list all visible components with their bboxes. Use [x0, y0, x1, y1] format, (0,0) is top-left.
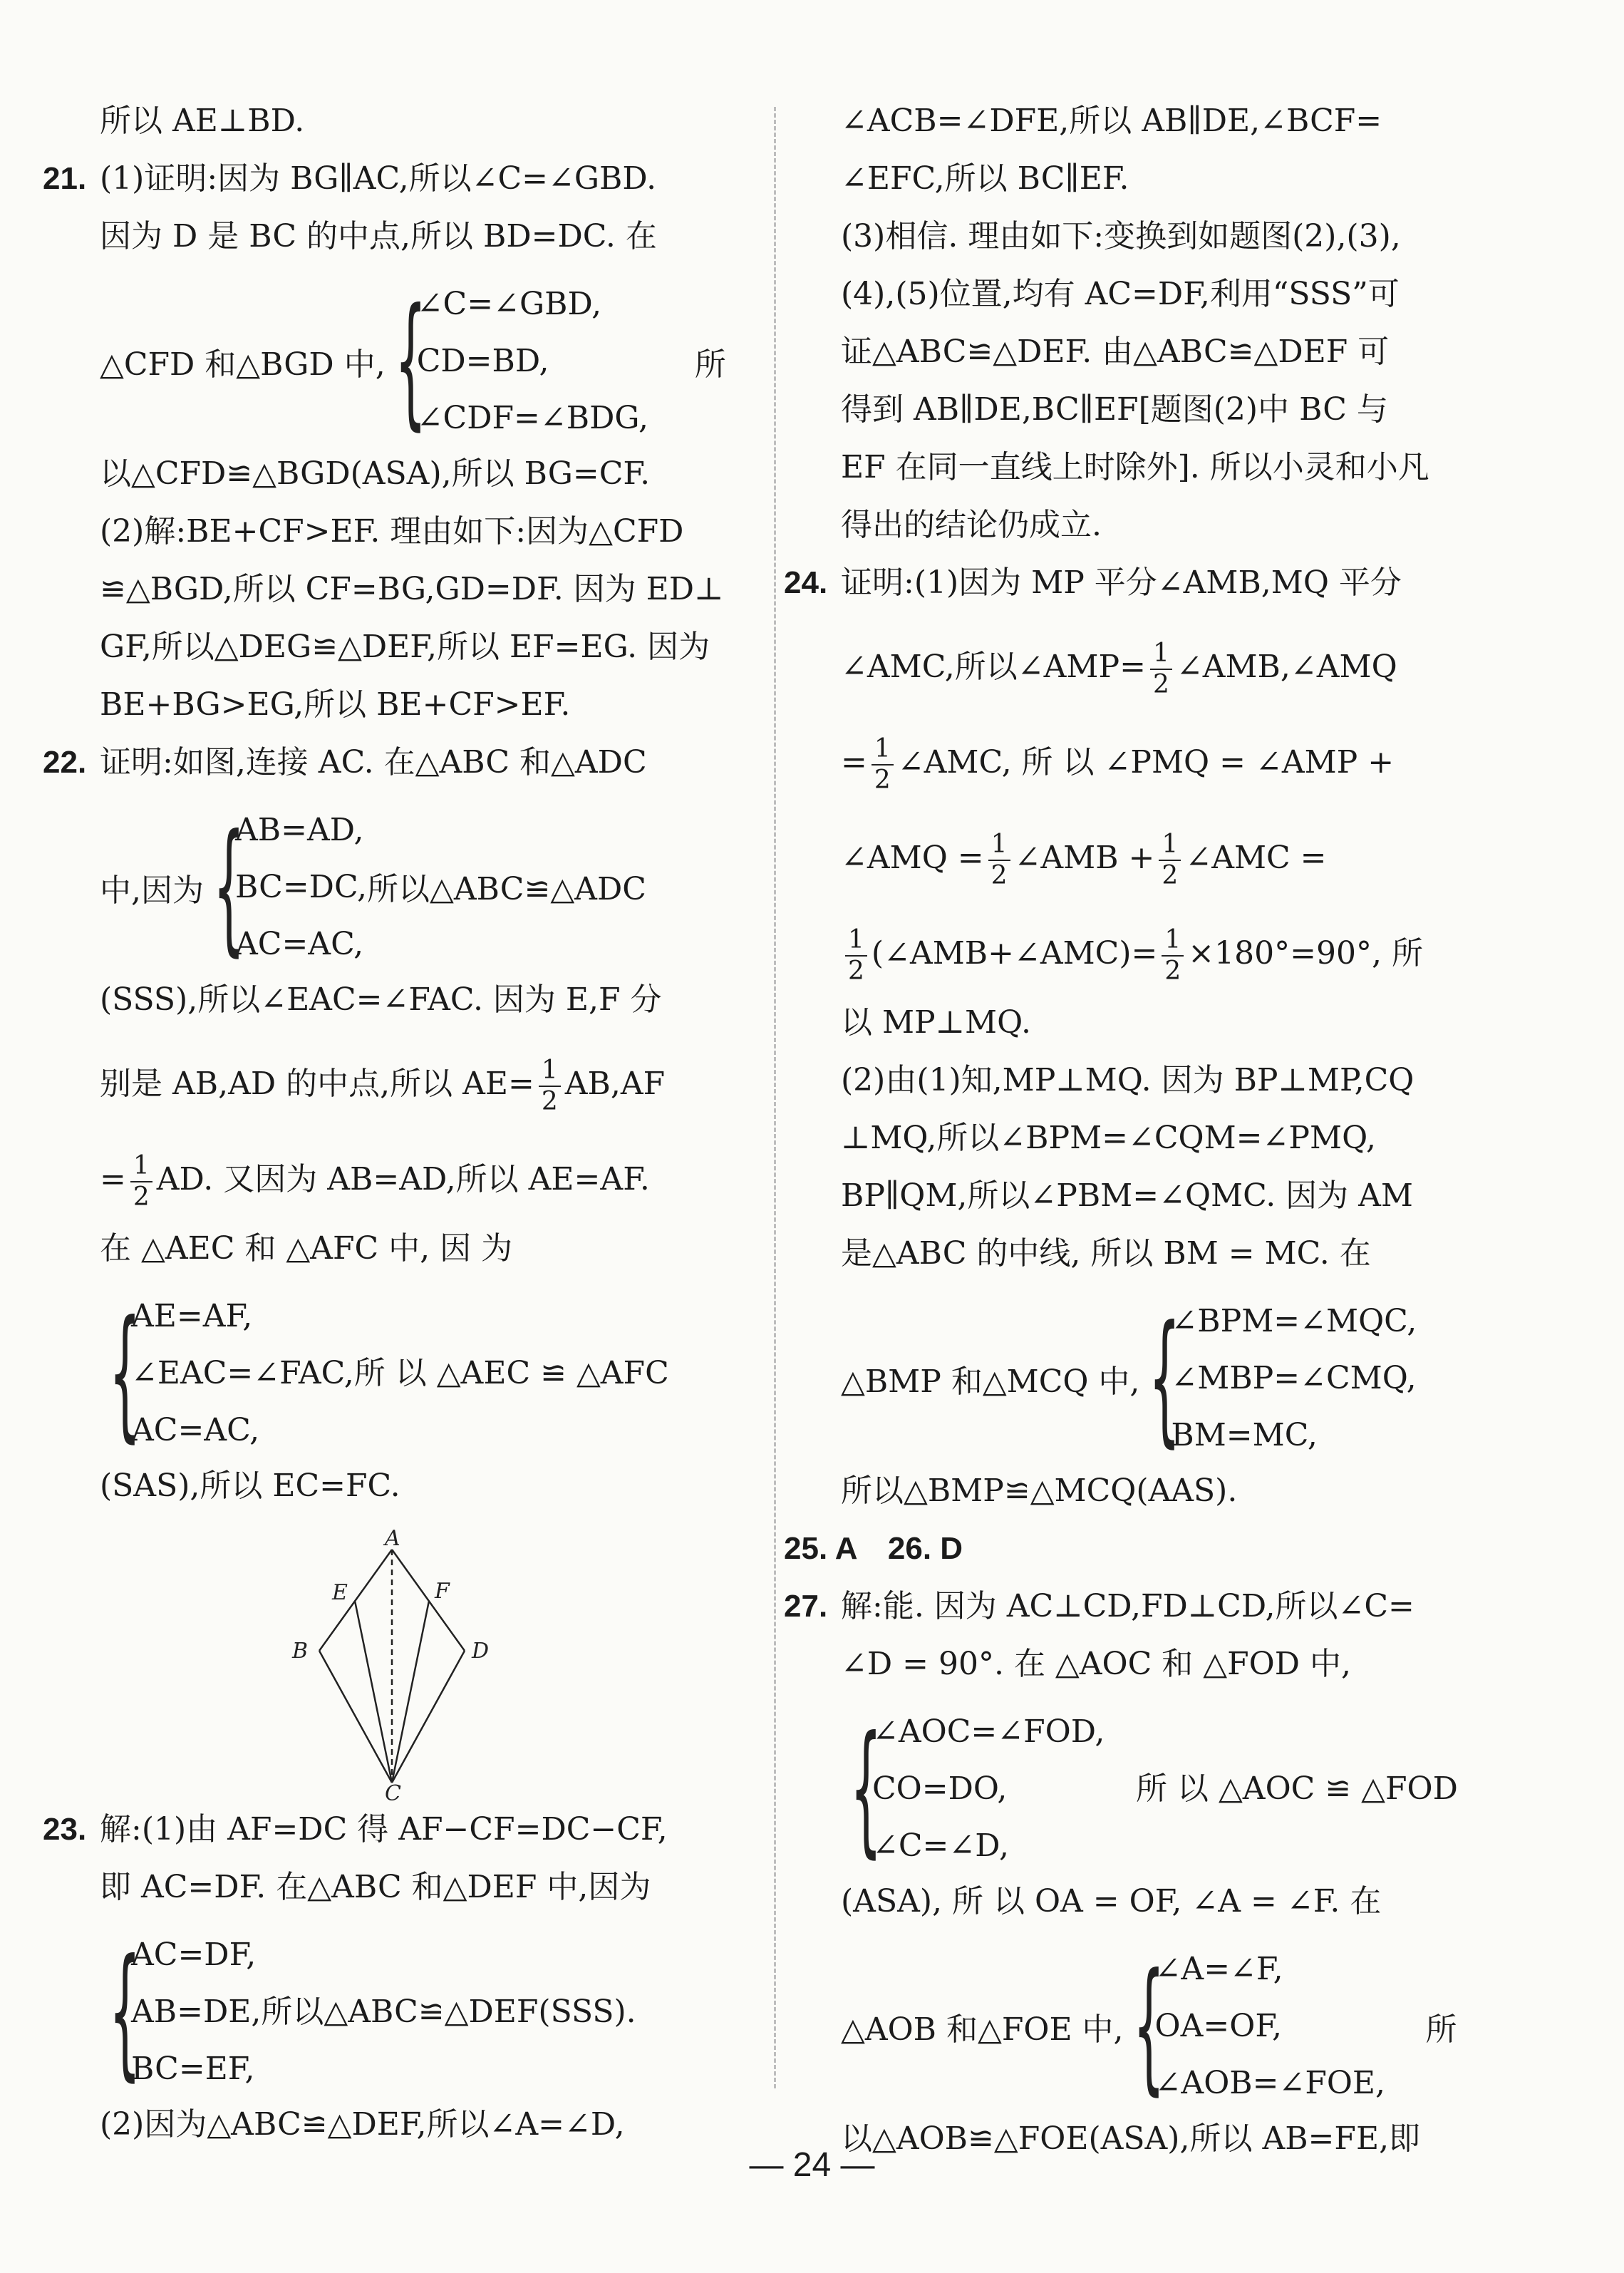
- label-C: C: [385, 1781, 401, 1800]
- text-line: 证明:如图,连接 AC. 在△ABC 和△ADC: [100, 744, 647, 780]
- brace-icon: {: [1149, 1295, 1181, 1461]
- system-row: AC=AC,: [235, 926, 364, 962]
- system-row: ∠BPM=∠MQC,: [1171, 1303, 1417, 1339]
- text-line: 得到 AB∥DE,BC∥EF[题图(2)中 BC 与: [841, 391, 1388, 428]
- brace-icon: {: [850, 1706, 882, 1872]
- text-fragment: 所以△ABC≌△DEF(SSS).: [261, 1994, 636, 2030]
- text-fragment: 中,因为: [100, 872, 204, 909]
- text-line: 即 AC=DF. 在△ABC 和△DEF 中,因为: [100, 1869, 651, 1905]
- text-line: 所以△BMP≌△MCQ(AAS).: [841, 1473, 1238, 1509]
- brace-icon: {: [394, 278, 427, 444]
- text-line: BP∥QM,所以∠PBM=∠QMC. 因为 AM: [841, 1177, 1413, 1214]
- kite-figure: [285, 1530, 734, 1808]
- column-divider: [774, 107, 776, 2088]
- fraction: $\frac{1}{2}$: [872, 734, 894, 795]
- q27-number: 27.: [784, 1589, 828, 1624]
- text-fragment: △AOB 和△FOE 中,: [841, 2011, 1124, 2048]
- system-row: ∠A=∠F,: [1154, 1951, 1283, 1987]
- system-row: AC=AC,: [131, 1412, 260, 1448]
- q21-number: 21.: [43, 161, 87, 196]
- question-24: [784, 562, 1482, 1527]
- text-line: GF,所以△DEG≌△DEF,所以 EF=EG. 因为: [100, 629, 710, 665]
- system-row: ∠AOB=∠FOE,: [1154, 2065, 1386, 2101]
- text-line: (2)由(1)知,MP⊥MQ. 因为 BP⊥MP,CQ: [841, 1062, 1414, 1098]
- system-row: BC=DC,: [235, 869, 368, 905]
- text-line: ∠D = 90°. 在 △AOC 和 △FOD 中,: [841, 1646, 1351, 1682]
- text-line: $\frac{1}{2}$ (∠AMB+∠AMC)= $\frac{1}{2}$ ×180°=90°, 所: [841, 906, 1482, 1001]
- text-line: EF 在同一直线上时除外]. 所以小灵和小凡: [841, 449, 1429, 485]
- q23-number: 23.: [43, 1812, 87, 1847]
- system-row: CO=DO,: [872, 1771, 1008, 1807]
- text-line: ∠AMQ = $\frac{1}{2}$ ∠AMB + $\frac{1}{2}$ ∠AMC =: [841, 829, 1327, 890]
- text-fragment: 所以△ABC≌△ADC: [367, 871, 646, 907]
- text-line: 得出的结论仍成立.: [841, 507, 1102, 543]
- text-fragment: 所 以 △AOC ≌ △FOD: [1136, 1771, 1458, 1807]
- text-line: ∠AMC,所以∠AMP= $\frac{1}{2}$ ∠AMB,∠AMQ: [841, 638, 1397, 699]
- text-line: 别是 AB,AD 的中点,所以 AE= $\frac{1}{2}$ AB,AF: [100, 1055, 666, 1116]
- fraction: $\frac{1}{2}$: [1162, 925, 1184, 986]
- system-row: BM=MC,: [1171, 1417, 1318, 1453]
- text-line: 证△ABC≌△DEF. 由△ABC≌△DEF 可: [841, 334, 1390, 370]
- text-fragment: 所 以 △AEC ≌ △AFC: [353, 1355, 669, 1391]
- text-line: 解:(1)由 AF=DC 得 AF−CF=DC−CF,: [100, 1811, 668, 1847]
- text-line: (2)解:BE+CF>EF. 理由如下:因为△CFD: [100, 513, 684, 550]
- text-line: 证明:(1)因为 MP 平分∠AMB,MQ 平分: [841, 565, 1402, 601]
- brace-icon: {: [109, 1929, 141, 2095]
- q22-number: 22.: [43, 745, 87, 780]
- equation-system: [100, 276, 734, 447]
- text-line: ∠ACB=∠DFE,所以 AB∥DE,∠BCF=: [841, 103, 1382, 139]
- text-line: (SAS),所以 EC=FC.: [100, 1468, 400, 1504]
- text-line: 因为 D 是 BC 的中点,所以 BD=DC. 在: [100, 218, 657, 254]
- system-row: ∠EAC=∠FAC,: [131, 1355, 354, 1391]
- brace-icon: {: [109, 1290, 141, 1456]
- text-line: 解:能. 因为 AC⊥CD,FD⊥CD,所以∠C=: [841, 1588, 1414, 1624]
- equation-system: [841, 1941, 1482, 2112]
- system-row: ∠AOC=∠FOD,: [872, 1713, 1105, 1750]
- system-row: AB=DE,: [131, 1994, 262, 2030]
- text-line: (2)因为△ABC≌△DEF,所以∠A=∠D,: [100, 2106, 625, 2143]
- text-line: 以△CFD≌△BGD(ASA),所以 BG=CF.: [100, 455, 651, 492]
- system-row: ∠CDF=∠BDG,: [416, 400, 648, 436]
- brace-icon: {: [1132, 1943, 1165, 2109]
- question-21: [43, 158, 734, 741]
- label-F: F: [435, 1579, 450, 1604]
- fraction: $\frac{1}{2}$: [988, 830, 1010, 891]
- text-fragment: △BMP 和△MCQ 中,: [841, 1364, 1140, 1400]
- system-row: CD=BD,: [416, 343, 549, 379]
- right-column: [784, 100, 1482, 2175]
- text-line: (4),(5)位置,均有 AC=DF,利用“SSS”可: [841, 276, 1400, 312]
- equation-system: [100, 1927, 734, 2098]
- label-B: B: [292, 1639, 309, 1664]
- fraction: $\frac{1}{2}$: [539, 1056, 561, 1117]
- text-fragment: 所: [1425, 2011, 1457, 2048]
- fraction: $\frac{1}{2}$: [1159, 830, 1181, 891]
- brace-icon: {: [213, 804, 245, 970]
- system-row: ∠C=∠GBD,: [416, 286, 602, 322]
- fraction: $\frac{1}{2}$: [845, 925, 867, 986]
- equation-system: [100, 1288, 734, 1459]
- fraction: $\frac{1}{2}$: [130, 1151, 152, 1212]
- equation-system: [841, 1704, 1482, 1875]
- equation-system: [100, 802, 734, 973]
- text-line: = $\frac{1}{2}$ AD. 又因为 AB=AD,所以 AE=AF.: [100, 1150, 650, 1212]
- system-row: ∠C=∠D,: [872, 1828, 1009, 1864]
- text-line: ∠EFC,所以 BC∥EF.: [841, 160, 1129, 197]
- label-E: E: [332, 1580, 348, 1605]
- system-row: AE=AF,: [131, 1298, 253, 1334]
- text-line: (ASA), 所 以 OA = OF, ∠A = ∠F. 在: [841, 1883, 1382, 1919]
- label-D: D: [472, 1639, 490, 1664]
- question-22: [43, 741, 734, 1808]
- system-row: OA=OF,: [1154, 2008, 1282, 2044]
- text-fragment: △CFD 和△BGD 中,: [100, 346, 386, 383]
- system-row: AC=DF,: [131, 1937, 257, 1973]
- text-line: = $\frac{1}{2}$ ∠AMC, 所 以 ∠PMQ = ∠AMP +: [841, 733, 1395, 795]
- system-row: BC=EF,: [131, 2051, 255, 2087]
- text-line: ≌△BGD,所以 CF=BG,GD=DF. 因为 ED⊥: [100, 571, 724, 607]
- fraction: $\frac{1}{2}$: [1150, 639, 1172, 700]
- q25-26-answers: 25. A 26. D: [784, 1531, 963, 1566]
- equation-system: [841, 1293, 1482, 1464]
- question-23: [43, 1808, 734, 2161]
- page-number: — 24 —: [749, 2146, 875, 2184]
- text-line: 以 MP⊥MQ.: [841, 1004, 1031, 1041]
- text-line: (SSS),所以∠EAC=∠FAC. 因为 E,F 分: [100, 981, 662, 1018]
- geometry-diagram: [285, 1530, 499, 1800]
- text-fragment: 所: [694, 346, 726, 383]
- system-row: AB=AD,: [235, 812, 364, 848]
- text-line: ⊥MQ,所以∠BPM=∠CQM=∠PMQ,: [841, 1120, 1376, 1156]
- q24-number: 24.: [784, 565, 828, 600]
- text-line: 是△ABC 的中线, 所以 BM = MC. 在: [841, 1235, 1371, 1272]
- text-line: (3)相信. 理由如下:变换到如题图(2),(3),: [841, 218, 1401, 254]
- q20-tail: 所以 AE⊥BD.: [100, 103, 305, 139]
- text-line: (1)证明:因为 BG∥AC,所以∠C=∠GBD.: [100, 160, 657, 197]
- text-line: 以△AOB≌△FOE(ASA),所以 AB=FE,即: [841, 2120, 1421, 2157]
- text-line: BE+BG>EG,所以 BE+CF>EF.: [100, 686, 571, 723]
- left-column: [43, 100, 734, 2161]
- question-23-continued: [841, 100, 1482, 562]
- system-row: ∠MBP=∠CMQ,: [1171, 1360, 1417, 1396]
- label-A: A: [385, 1530, 400, 1551]
- text-line: 在 △AEC 和 △AFC 中, 因 为: [100, 1230, 513, 1267]
